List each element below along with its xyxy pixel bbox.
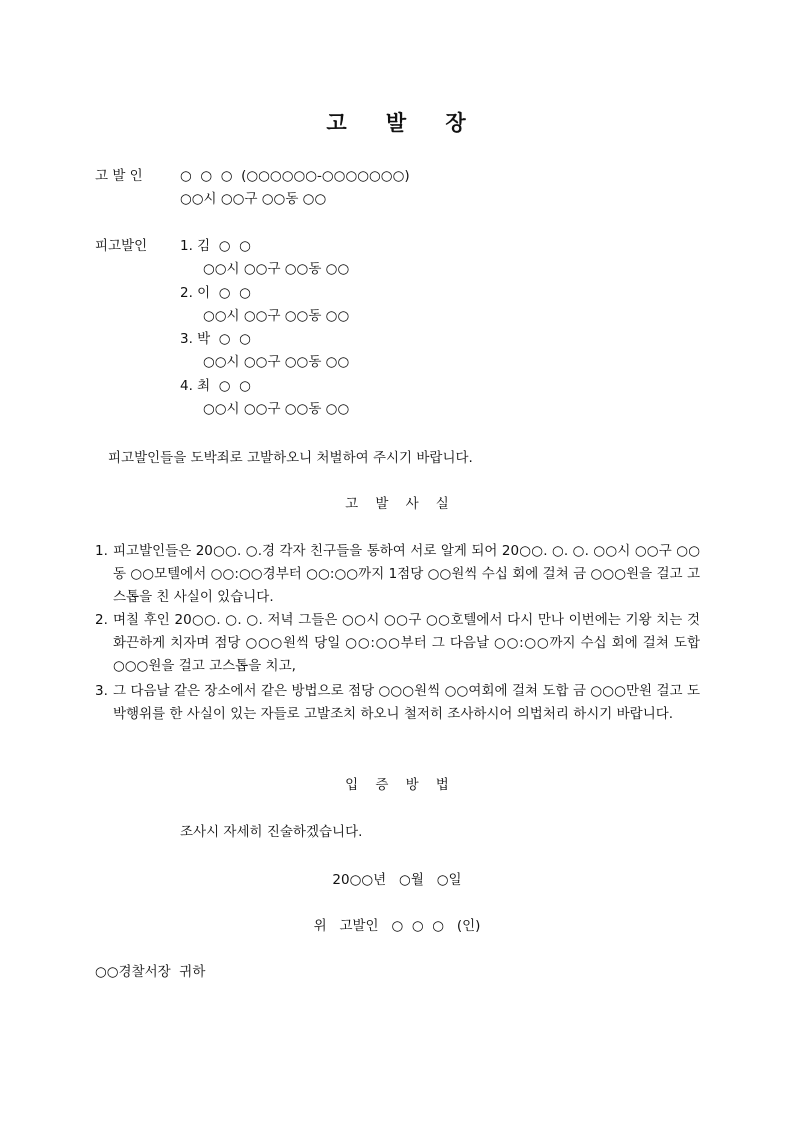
- defendant-address: ○○시 ○○구 ○○동 ○○: [203, 401, 350, 417]
- fact-number: 1.: [95, 543, 108, 559]
- complainant-name: ○ ○ ○ (○○○○○○-○○○○○○○): [180, 168, 410, 184]
- evidence-heading: 입 증 방 법: [345, 777, 449, 793]
- defendants-label: 피고발인: [95, 238, 148, 254]
- fact-text: 며칠 후인 20○○. ○. ○. 저녁 그들은 ○○시 ○○구 ○○호텔에서 다시 만나 이번에는 기왕 치는 것 화끈하게 치자며 점당 ○○○원씩 당일 ○○:○○부터 그 다음날 ○○:○○까지 수십 회에 걸쳐 도합 ○○○원을 걸고 고스톱을 치고,: [113, 612, 700, 674]
- facts-heading: 고 발 사 실: [345, 496, 449, 512]
- fact-item: [95, 680, 700, 726]
- defendant-address: ○○시 ○○구 ○○동 ○○: [203, 261, 350, 277]
- defendant-address: ○○시 ○○구 ○○동 ○○: [203, 354, 350, 370]
- fact-text: 피고발인들은 20○○. ○.경 각자 친구들을 통하여 서로 알게 되어 20○○. ○. ○. ○○시 ○○구 ○○동 ○○모텔에서 ○○:○○경부터 ○○:○○까지 1점당 ○○원씩 수십 회에 걸쳐 금 ○○○원을 걸고 고스톱을 친 사실이 있습니다.: [113, 543, 700, 605]
- defendant-name: 2. 이 ○ ○: [180, 285, 251, 301]
- complainant-address: ○○시 ○○구 ○○동 ○○: [180, 191, 327, 207]
- fact-item: [95, 609, 700, 678]
- defendant-name: 1. 김 ○ ○: [180, 238, 251, 254]
- fact-item: [95, 540, 700, 609]
- complainant-label: 고 발 인: [95, 168, 143, 184]
- fact-number: 3.: [95, 683, 108, 699]
- defendant-address: ○○시 ○○구 ○○동 ○○: [203, 308, 350, 324]
- recipient: ○○경찰서장 귀하: [95, 964, 206, 980]
- signature-line: 위 고발인 ○ ○ ○ (인): [313, 918, 481, 934]
- evidence-text: 조사시 자세히 진술하겠습니다.: [180, 824, 363, 840]
- fact-number: 2.: [95, 612, 108, 628]
- fact-text: 그 다음날 같은 장소에서 같은 방법으로 점당 ○○○원씩 ○○여회에 걸쳐 도합 금 ○○○만원 걸고 도박행위를 한 사실이 있는 자들로 고발조치 하오니 철저히 조사하시어 의법처리 하시기 바랍니다.: [113, 683, 700, 722]
- defendant-name: 4. 최 ○ ○: [180, 378, 251, 394]
- request-statement: 피고발인들을 도박죄로 고발하오니 처벌하여 주시기 바랍니다.: [108, 450, 473, 466]
- defendant-name: 3. 박 ○ ○: [180, 331, 251, 347]
- document-date: 20○○년 ○월 ○일: [332, 872, 462, 888]
- document-title: 고 발 장: [326, 111, 468, 135]
